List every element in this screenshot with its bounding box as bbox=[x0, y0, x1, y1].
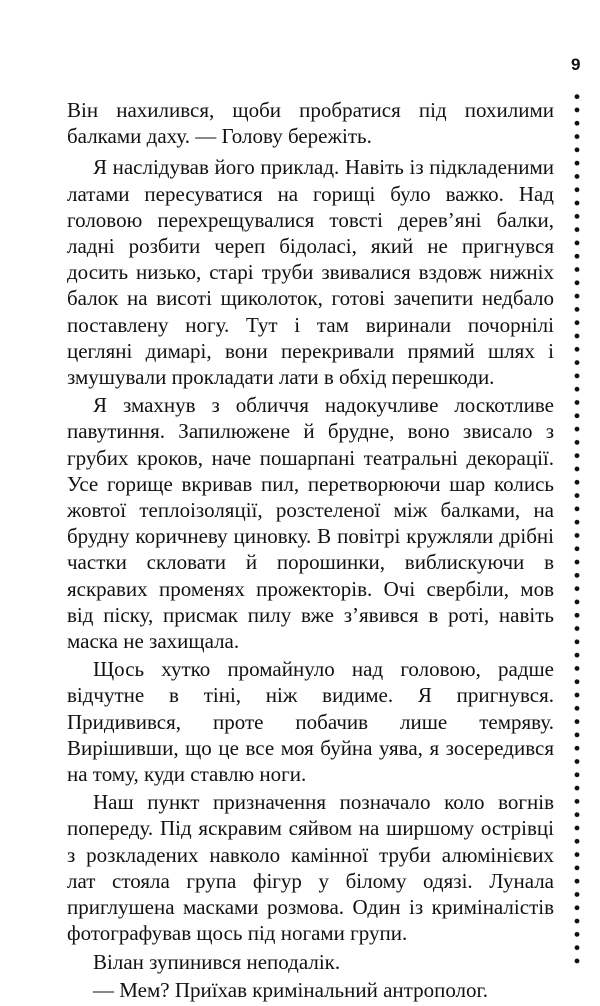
paragraph-4: Щось хутко промайнуло над головою, радше відчутне в тіні, ніж видиме. Я пригнувся. Придивився, проте побачив лише темряву. Вирішивши, що це все моя буйна уява, я зосередився на тому, куди ставлю ноги. bbox=[67, 657, 554, 787]
paragraph-2: Я наслідував його приклад. Навіть із підкладеними латами пересуватися на горищі було важко. Над головою перехрещувалися товсті дерев’яні балки, ладні розбити череп бідоласі, який не пригнувся досить низько, старі труби звивалися вздовж нижніх балок на висоті щиколоток, готові зачепити недбало поставлену ногу. Тут і там виринали почорнілі цегляні димарі, вони перекривали прямий шлях і змушували прокладати лати в обхід перешкоди. bbox=[67, 155, 554, 390]
dotted-margin-rule bbox=[574, 90, 580, 966]
paragraph-1: Він нахилився, щоби пробратися під похилими балками даху. — Голову бережіть. bbox=[67, 98, 554, 149]
paragraph-3: Я змахнув з обличчя надокучливе лоскотливе павутиння. Запилюжене й брудне, воно звисало з грубих кроков, наче пошарпані театральні декорації. Усе горище вкривав пил, перетворюючи шар колись жовтої теплоізоляції, розстеленої між балками, на брудну коричневу циновку. В повітрі кружляли дрібні частки скловати й порошинки, виблискуючи в яскравих променях прожекторів. Очі свербіли, мов від піску, присмак пилу вже з’явився в роті, навіть маска не захищала. bbox=[67, 393, 554, 654]
page-number: 9 bbox=[571, 55, 581, 74]
body-text bbox=[67, 97, 554, 1005]
paragraph-5: Наш пункт призначення позначало коло вогнів попереду. Під яскравим сяйвом на ширшому острівці з розкладених навколо камінної труби алюмінієвих лат стояла група фігур у білому одязі. Лунала приглушена масками розмова. Один із криміналістів фотографував щось під ногами групи. bbox=[67, 790, 554, 946]
paragraph-7: — Мем? Приїхав кримінальний антрополог. bbox=[93, 977, 489, 1002]
paragraph-6: Вілан зупинився неподалік. bbox=[93, 949, 341, 974]
